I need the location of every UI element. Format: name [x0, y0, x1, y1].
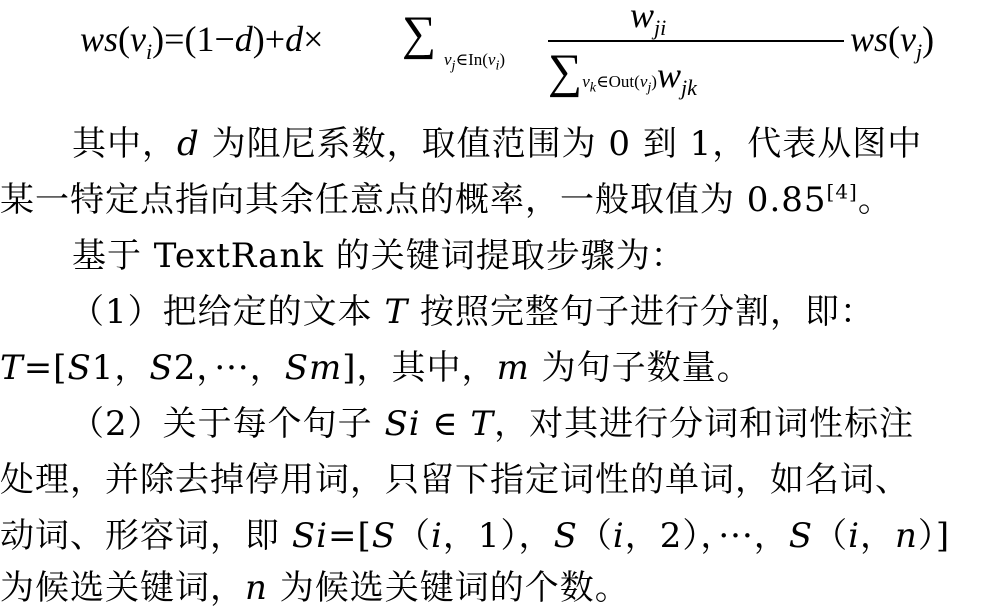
paragraph-damping-line-1 — [0, 124, 987, 164]
math-S: S — [553, 516, 578, 556]
text-run: 为句子数量。 — [529, 348, 752, 388]
text-run: （ — [577, 516, 613, 556]
formula-sub-close: ) — [651, 72, 657, 91]
formula-sub: j — [916, 39, 923, 65]
formula-sub-ji: ji — [654, 15, 667, 41]
text-run: 2，···， — [173, 348, 285, 388]
step-2-line-4 — [0, 568, 987, 608]
formula-lhs — [80, 18, 323, 65]
formula-sub-k: k — [589, 79, 597, 96]
math-T: T — [470, 404, 495, 444]
text-run: ， — [859, 516, 895, 556]
citation-ref: [4] — [826, 179, 858, 204]
text-run: ，1）， — [442, 516, 554, 556]
formula-sub-out: ∈Out( — [596, 72, 640, 91]
text-run: =[ — [23, 348, 68, 388]
math-n: n — [894, 516, 918, 556]
math-T: T — [384, 292, 409, 332]
formula-paren: ) — [252, 19, 265, 59]
formula-d: d — [234, 19, 253, 59]
formula-sub-v: v — [582, 72, 590, 91]
formula-w: w — [656, 55, 681, 95]
formula-minus: − — [214, 19, 235, 59]
paragraph-damping-line-2 — [0, 180, 987, 220]
text-run: 。 — [857, 180, 893, 220]
text-run: 按照完整句子进行分割，即： — [408, 292, 875, 332]
formula-w: w — [630, 0, 655, 35]
math-m: m — [496, 348, 530, 388]
step-2-line-3 — [0, 516, 987, 556]
math-i: i — [612, 516, 625, 556]
text-run: （ — [813, 516, 849, 556]
formula-sub-v: v — [639, 72, 648, 91]
math-n: n — [245, 568, 268, 608]
formula-times: × — [303, 19, 324, 59]
math-S: S — [371, 516, 397, 556]
text-run: ，对其进行分词和词性标注 — [494, 404, 915, 444]
text-run: 处理，并除去掉停用词，只留下指定词性的单词，如名词、 — [0, 460, 910, 500]
text-run: 为阻尼系数，取值范围为 0 到 1，代表从图中 — [199, 124, 923, 164]
textrank-formula — [80, 0, 960, 112]
formula-den-subscript — [582, 72, 657, 96]
math-S: S — [788, 516, 814, 556]
formula-sum-symbol: ∑ — [402, 7, 437, 60]
math-d: d — [177, 124, 200, 164]
step-1-line-2 — [0, 348, 987, 388]
text-run: 动词、形容词，即 — [0, 516, 292, 556]
formula-sub-close: ) — [499, 50, 506, 69]
formula-paren-one: (1 — [184, 19, 215, 59]
formula-sub-v: v — [487, 50, 496, 69]
math-Si: Si — [291, 516, 328, 556]
math-S: S — [67, 348, 92, 388]
text-run: 1， — [91, 348, 150, 388]
step-2-line-1 — [0, 404, 987, 444]
formula-sub-jk: jk — [680, 75, 697, 101]
formula-sub-i: i — [495, 57, 500, 74]
text-run: ]，其中， — [342, 348, 497, 388]
math-S: S — [149, 348, 174, 388]
formula-sub-v: v — [444, 50, 452, 69]
math-T: T — [0, 348, 24, 388]
formula-numerator — [630, 0, 666, 41]
formula-sub-j: j — [451, 57, 456, 74]
text-run: ∈ — [420, 404, 471, 444]
formula-var: v — [900, 19, 917, 59]
text-run: 某一特定点指向其余任意点的概率，一般取值为 0.85 — [0, 180, 827, 220]
step-2-line-2 — [0, 460, 987, 500]
text-run: （ — [396, 516, 432, 556]
formula-sum-symbol: ∑ — [548, 45, 583, 98]
formula-plus: + — [264, 19, 286, 59]
formula-sub-j: j — [647, 79, 652, 96]
text-run: =[ — [327, 516, 372, 556]
math-Si: Si — [384, 404, 421, 444]
formula-sum-subscript — [444, 50, 505, 74]
text-run: 为候选关键词的个数。 — [267, 568, 630, 608]
formula-rhs — [850, 18, 934, 65]
text-run: ，2），···， — [624, 516, 789, 556]
text-run: ）] — [917, 516, 951, 556]
formula-sub: i — [146, 39, 153, 65]
formula-paren: ( — [118, 19, 131, 59]
math-i: i — [431, 516, 443, 556]
formula-paren: ( — [888, 19, 901, 59]
text-run: 其中， — [72, 124, 177, 164]
math-Sm: Sm — [284, 348, 343, 388]
formula-sub-in: ∈In( — [455, 50, 488, 69]
text-run: 为候选关键词， — [0, 568, 245, 608]
formula-denominator — [548, 44, 697, 101]
formula-equals: = — [164, 19, 185, 59]
formula-ws-left: ws — [80, 19, 119, 59]
formula-paren: ) — [922, 19, 935, 59]
formula-paren: ) — [152, 19, 165, 59]
step-1-line-1 — [0, 292, 987, 332]
formula-fraction-bar — [548, 40, 844, 42]
text-run: （2）关于每个句子 — [70, 404, 385, 444]
formula-ws-right: ws — [850, 19, 889, 59]
formula-d: d — [285, 19, 304, 59]
math-i: i — [848, 516, 860, 556]
formula-var: v — [130, 19, 147, 59]
paragraph-steps-intro — [0, 236, 987, 276]
text-run: （1）把给定的文本 — [70, 292, 385, 332]
text-run: 基于 TextRank 的关键词提取步骤为： — [72, 236, 686, 276]
